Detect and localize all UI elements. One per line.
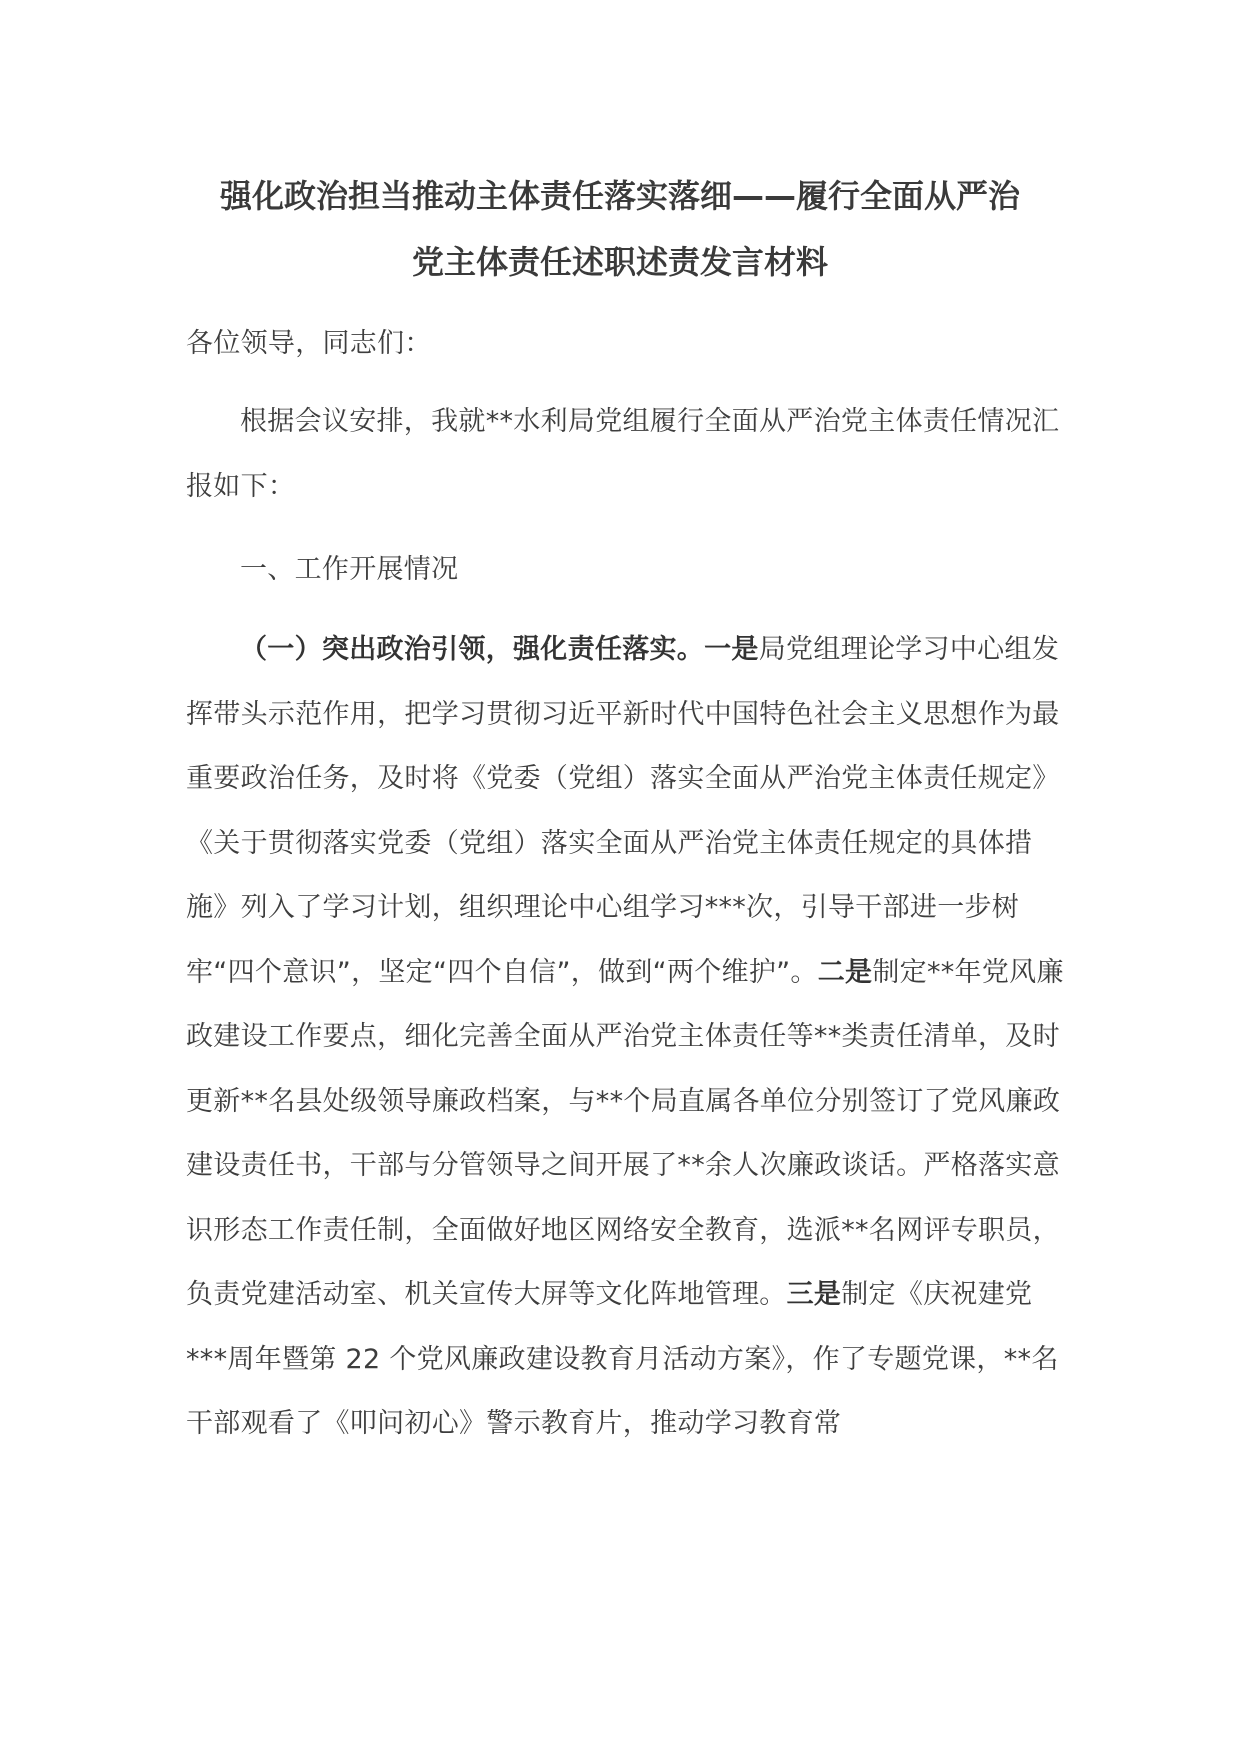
point-2-label: 二是 (817, 956, 873, 988)
document-title-line-1: 强化政治担当推动主体责任落实落细——履行全面从严治 (219, 177, 1020, 215)
salutation: 各位领导，同志们： (186, 328, 432, 359)
paragraph-political-leadership (186, 618, 1066, 1457)
section-heading: 一、工作开展情况 (240, 554, 459, 585)
point-1-label: 一是 (704, 634, 759, 665)
intro-paragraph: 根据会议安排，我就**水利局党组履行全面从严治党主体责任情况汇报如下： (186, 406, 1060, 502)
point-2-text: 制定**年党风廉政建设工作要点，细化完善全面从严治党主体责任等**类责任清单，及时更新**名县处级领导廉政档案，与**个局直属各单位分别签订了党风廉政建设责任书，干部与分管领导之间开展了**余人次廉政谈话。严格落实意识形态工作责任制，全面做好地区网络安全教育，选派**名网评专职员，负责党建活动室、机关宣传大屏等文化阵地管理。 (186, 956, 1064, 1310)
document-title-line-2: 党主体责任述职述责发言材料 (411, 243, 828, 281)
paragraph-heading: （一）突出政治引领，强化责任落实。 (240, 634, 705, 665)
point-3-text: 制定《庆祝建党***周年暨第 22 个党风廉政建设教育月活动方案》，作了专题党课，**名干部观看了《叩问初心》警示教育片，推动学习教育常 (186, 1279, 1059, 1439)
point-1-text: 局党组理论学习中心组发挥带头示范作用，把学习贯彻习近平新时代中国特色社会主义思想作为最重要政治任务，及时将《党委（党组）落实全面从严治党主体责任规定》《关于贯彻落实党委（党组）落实全面从严治党主体责任规定的具体措施》列入了学习计划，组织理论中心组学习***次，引导干部进一步树牢“四个意识”，坚定“四个自信”，做到“两个维护”。 (186, 634, 1060, 988)
point-3-label: 三是 (786, 1279, 842, 1310)
